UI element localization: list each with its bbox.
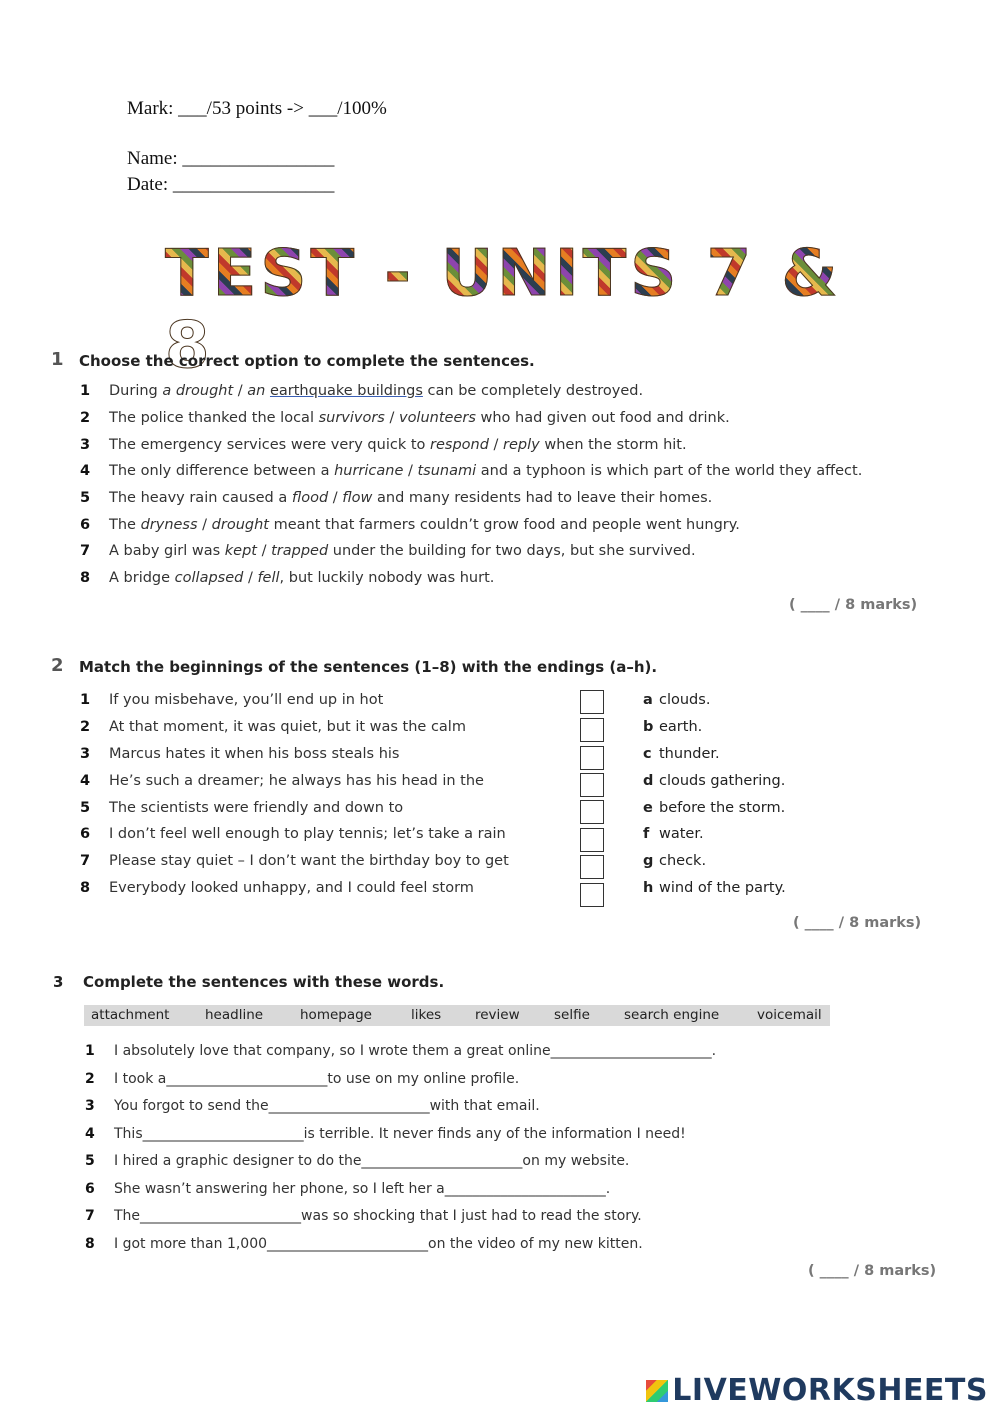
answer-box[interactable] <box>580 828 604 852</box>
fill-in-text[interactable]: I got more than 1,000_______________________on the video of my new kitten. <box>114 1236 643 1252</box>
beginning-text: Everybody looked unhappy, and I could feel storm <box>109 880 474 896</box>
option-separator: / <box>488 437 504 453</box>
beginning-text: He’s such a dreamer; he always has his head in the <box>109 773 484 789</box>
option-b[interactable]: trapped <box>271 543 329 559</box>
match-beginning <box>80 880 560 900</box>
option-b[interactable]: flow <box>342 490 373 506</box>
item-number: 1 <box>85 1043 95 1059</box>
ending-letter: h <box>643 880 654 896</box>
section2-heading: Match the beginnings of the sentences (1–8) with the endings (a–h). <box>79 658 658 676</box>
fill-in-text[interactable]: I absolutely love that company, so I wrote them a great online_______________________. <box>114 1043 717 1059</box>
beginning-text: If you misbehave, you’ll end up in hot <box>109 692 384 708</box>
answer-box[interactable] <box>580 855 604 879</box>
item-number: 2 <box>85 1071 95 1087</box>
sentence-post: under the building for two days, but she survived. <box>328 543 696 559</box>
ending-letter: g <box>643 853 654 869</box>
sentence-pre: A baby girl was <box>109 543 225 559</box>
item-number: 2 <box>80 410 91 426</box>
section3-marks: ( ____ / 8 marks) <box>808 1263 937 1279</box>
item-number: 4 <box>80 463 91 479</box>
match-ending <box>643 692 710 708</box>
sentence-text <box>109 490 712 506</box>
item-number: 6 <box>80 517 91 533</box>
match-beginning <box>80 853 560 873</box>
sentence-post: , but luckily nobody was hurt. <box>279 570 495 586</box>
section3-number: 3 <box>53 973 64 991</box>
item-number: 8 <box>85 1236 95 1252</box>
beginning-text: Marcus hates it when his boss steals his <box>109 746 400 762</box>
item-number: 5 <box>80 490 91 506</box>
answer-box[interactable] <box>580 718 604 742</box>
ending-letter: b <box>643 719 654 735</box>
ending-text: water. <box>659 826 704 842</box>
fill-in-row <box>85 1181 785 1201</box>
match-beginning <box>80 746 560 766</box>
fill-in-row <box>85 1126 785 1146</box>
item-number: 6 <box>80 826 91 842</box>
word-bank-item: attachment <box>91 1007 170 1023</box>
option-b[interactable]: tsunami <box>417 463 477 479</box>
item-number: 3 <box>80 437 91 453</box>
ending-text: clouds. <box>659 692 711 708</box>
section1-marks: ( ____ / 8 marks) <box>789 597 918 613</box>
ending-letter: a <box>643 692 653 708</box>
match-beginning <box>80 800 560 820</box>
beginning-text: At that moment, it was quiet, but it was the calm <box>109 719 466 735</box>
item-number: 1 <box>80 383 91 399</box>
option-b[interactable]: volunteers <box>398 410 476 426</box>
liveworksheets-logo <box>646 1373 988 1408</box>
item-number: 2 <box>80 719 91 735</box>
match-beginning <box>80 692 560 712</box>
option-a[interactable]: survivors <box>318 410 385 426</box>
fill-in-row <box>85 1208 785 1228</box>
sentence-text <box>109 543 696 559</box>
item-number: 3 <box>80 746 91 762</box>
sentence-pre: The emergency services were very quick to <box>109 437 431 453</box>
word-bank <box>84 1005 830 1026</box>
fill-in-row <box>85 1236 785 1256</box>
match-ending <box>643 853 706 869</box>
section3-heading: Complete the sentences with these words. <box>83 973 445 991</box>
sentence-pre: The heavy rain caused a <box>109 490 292 506</box>
sentence-post: meant that farmers couldn’t grow food and people went hungry. <box>268 517 740 533</box>
page-title: TEST - UNITS 7 & 8 <box>165 238 865 310</box>
section1-number: 1 <box>51 349 64 370</box>
match-beginning <box>80 773 560 793</box>
sentence-post: can be completely destroyed. <box>422 383 644 399</box>
sentence-pre: A bridge <box>109 570 175 586</box>
section1-heading: Choose the correct option to complete the sentences. <box>79 352 535 370</box>
sentence-pre: The <box>109 517 141 533</box>
name-field[interactable]: Name: ________________ <box>127 148 335 169</box>
sentence-text <box>109 570 494 586</box>
fill-in-row <box>85 1043 785 1063</box>
sentence-row <box>80 570 920 590</box>
match-ending <box>643 826 704 842</box>
sentence-text <box>109 517 740 533</box>
option-separator: / <box>256 543 272 559</box>
sentence-row <box>80 437 920 457</box>
item-number: 5 <box>80 800 91 816</box>
mark-line: Mark: ___/53 points -> ___/100% <box>127 98 387 119</box>
option-a[interactable]: kept <box>224 543 257 559</box>
ending-text: thunder. <box>659 746 720 762</box>
ending-text: before the storm. <box>659 800 786 816</box>
sentence-post: and many residents had to leave their homes. <box>372 490 713 506</box>
word-bank-item: search engine <box>624 1007 720 1023</box>
answer-box[interactable] <box>580 883 604 907</box>
date-field[interactable]: Date: _________________ <box>127 174 335 195</box>
fill-in-row <box>85 1153 785 1173</box>
answer-box[interactable] <box>580 800 604 824</box>
option-b[interactable]: an <box>247 383 266 399</box>
beginning-text: The scientists were friendly and down to <box>109 800 404 816</box>
fill-in-row <box>85 1071 785 1091</box>
ending-letter: d <box>643 773 654 789</box>
item-number: 4 <box>85 1126 95 1142</box>
match-ending <box>643 800 785 816</box>
item-number: 8 <box>80 880 91 896</box>
option-b[interactable]: drought <box>211 517 269 533</box>
option-separator: / <box>233 383 248 399</box>
match-beginning <box>80 719 560 739</box>
option-separator: / <box>403 463 418 479</box>
word-bank-item: headline <box>205 1007 264 1023</box>
underlined-text: earthquake buildings <box>269 383 423 399</box>
word-bank-item: likes <box>411 1007 442 1023</box>
option-separator: / <box>197 517 212 533</box>
ending-text: clouds gathering. <box>659 773 786 789</box>
ending-letter: c <box>643 746 652 762</box>
option-a[interactable]: flood <box>291 490 329 506</box>
answer-box[interactable] <box>580 746 604 770</box>
sentence-row <box>80 543 920 563</box>
fill-in-text[interactable]: The_______________________was so shocking that I just had to read the story. <box>114 1208 642 1224</box>
fill-in-text[interactable]: I hired a graphic designer to do the_______________________on my website. <box>114 1153 630 1169</box>
sentence-row <box>80 410 920 430</box>
ending-text: earth. <box>659 719 703 735</box>
answer-box[interactable] <box>580 773 604 797</box>
ending-text: wind of the party. <box>659 880 786 896</box>
option-a[interactable]: a drought <box>162 383 234 399</box>
answer-box[interactable] <box>580 690 604 714</box>
sentence-row <box>80 383 920 403</box>
item-number: 1 <box>80 692 91 708</box>
item-number: 3 <box>85 1098 95 1114</box>
sentence-pre: The police thanked the local <box>109 410 319 426</box>
item-number: 4 <box>80 773 91 789</box>
option-b[interactable]: fell <box>257 570 280 586</box>
option-separator: / <box>328 490 343 506</box>
option-a[interactable]: dryness <box>140 517 198 533</box>
sentence-post: who had given out food and drink. <box>475 410 730 426</box>
sentence-post: when the storm hit. <box>539 437 687 453</box>
option-separator: / <box>243 570 258 586</box>
match-ending <box>643 773 785 789</box>
sentence-row <box>80 490 920 510</box>
item-number: 5 <box>85 1153 95 1169</box>
ending-text: check. <box>659 853 707 869</box>
match-ending <box>643 880 786 896</box>
fill-in-text[interactable]: I took a_______________________to use on my online profile. <box>114 1071 520 1087</box>
item-number: 7 <box>80 853 91 869</box>
sentence-text <box>109 383 643 399</box>
fill-in-text[interactable]: You forgot to send the_______________________with that email. <box>114 1098 540 1114</box>
sentence-row <box>80 517 920 537</box>
ending-letter: f <box>643 826 650 842</box>
sentence-pre: The only difference between a <box>109 463 335 479</box>
option-a[interactable]: respond <box>430 437 489 453</box>
sentence-text <box>109 463 862 479</box>
liveworksheets-logo-text: LIVEWORKSHEETS <box>672 1373 988 1408</box>
section2-marks: ( ____ / 8 marks) <box>793 915 922 931</box>
match-beginning <box>80 826 560 846</box>
word-bank-item: selfie <box>554 1007 590 1023</box>
item-number: 8 <box>80 570 91 586</box>
word-bank-item: review <box>475 1007 520 1023</box>
option-a[interactable]: hurricane <box>334 463 404 479</box>
word-bank-item: voicemail <box>757 1007 822 1023</box>
fill-in-text[interactable]: This_______________________is terrible. It never finds any of the information I need! <box>114 1126 686 1142</box>
section2-number: 2 <box>51 655 64 676</box>
option-b[interactable]: reply <box>503 437 540 453</box>
fill-in-row <box>85 1098 785 1118</box>
sentence-row <box>80 463 920 483</box>
sentence-pre: During <box>109 383 163 399</box>
match-ending <box>643 746 720 762</box>
option-a[interactable]: collapsed <box>174 570 244 586</box>
item-number: 7 <box>85 1208 95 1224</box>
sentence-text <box>109 437 687 453</box>
beginning-text: I don’t feel well enough to play tennis; let’s take a rain <box>109 826 506 842</box>
sentence-post: and a typhoon is which part of the world they affect. <box>476 463 863 479</box>
beginning-text: Please stay quiet – I don’t want the birthday boy to get <box>109 853 509 869</box>
sentence-text <box>109 410 730 426</box>
item-number: 7 <box>80 543 91 559</box>
fill-in-text[interactable]: She wasn’t answering her phone, so I left her a_______________________. <box>114 1181 611 1197</box>
match-ending <box>643 719 702 735</box>
option-separator: / <box>384 410 399 426</box>
item-number: 6 <box>85 1181 95 1197</box>
liveworksheets-logo-icon <box>646 1380 668 1402</box>
word-bank-item: homepage <box>300 1007 372 1023</box>
ending-letter: e <box>643 800 653 816</box>
